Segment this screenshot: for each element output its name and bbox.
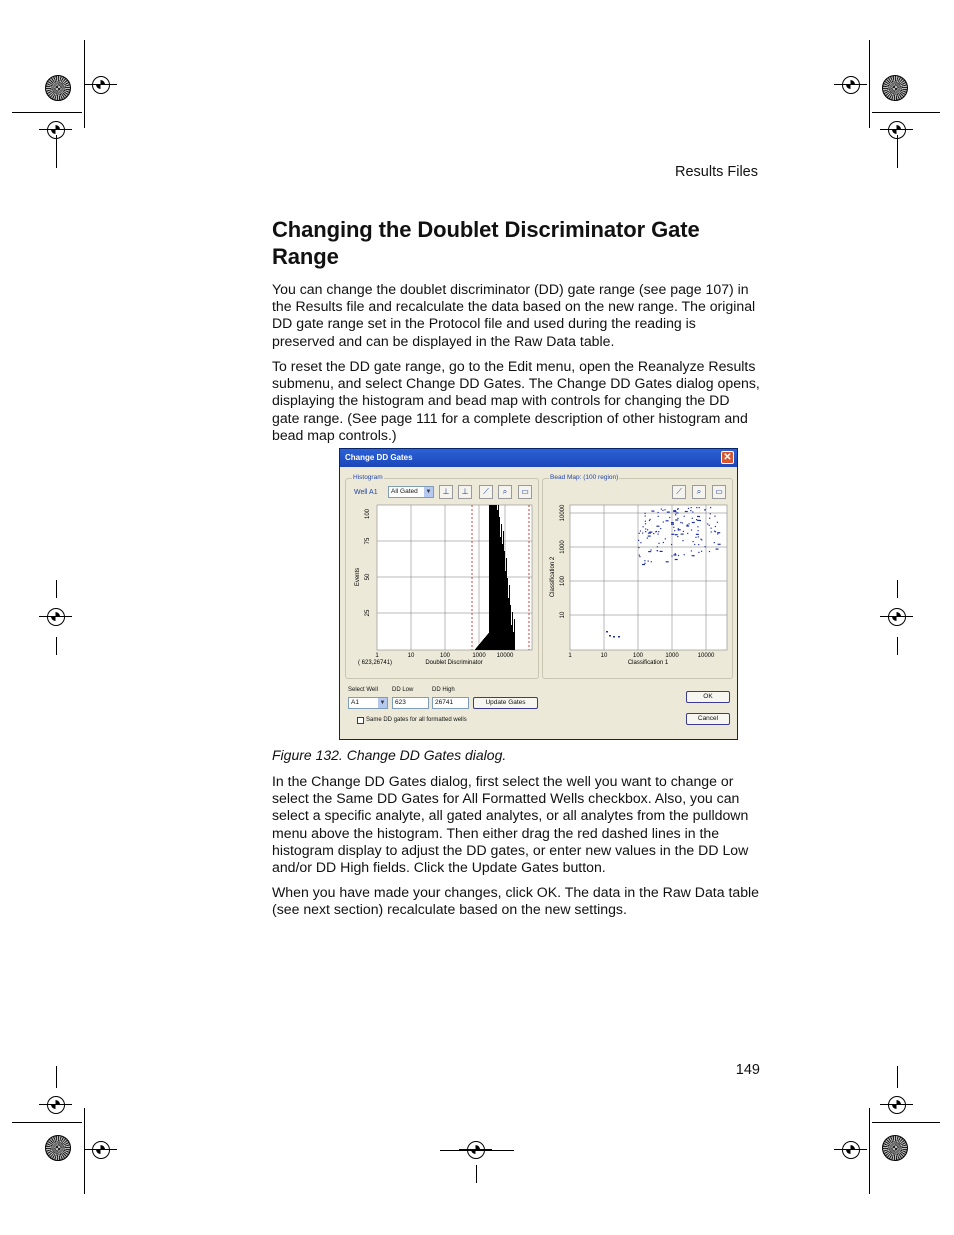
bead-point (671, 524, 674, 525)
bead-point (710, 513, 711, 514)
bead-point (677, 509, 678, 510)
bead-point (645, 531, 646, 532)
bead-point (643, 526, 644, 527)
bead-point (651, 511, 654, 512)
bead-point (675, 534, 678, 535)
bead-point (716, 549, 719, 550)
bead-point (639, 555, 640, 556)
histogram-bar (507, 578, 508, 650)
histogram-bar (494, 505, 495, 650)
bead-point (678, 529, 679, 530)
body-paragraph: You can change the doublet discriminator (DD) gate range (see page 107) in the Results file and recalculate the data based on the new range. The original DD gate range set in the Protocol file and used during the reading is preserved and can be displayed in the Raw Data table. (272, 281, 756, 349)
bead-point (709, 518, 710, 519)
select-well-label: Select Well (348, 687, 378, 693)
bead-point (692, 522, 695, 523)
bead-point (618, 636, 620, 638)
dd-low-label: DD Low (392, 687, 414, 693)
bead-point (704, 510, 705, 511)
histogram-bar (501, 524, 502, 650)
bead-point (680, 522, 681, 523)
chevron-down-icon: ▼ (425, 489, 432, 495)
registration-dial-icon (882, 75, 908, 101)
bead-point (640, 542, 641, 543)
bead-point (714, 531, 715, 532)
y-tick-label: 25 (365, 609, 371, 617)
bead-point (675, 559, 678, 560)
bead-point (698, 544, 699, 545)
y-tick-label: 75 (365, 537, 371, 545)
registration-mark-icon (842, 1141, 860, 1159)
scale-axis-icon[interactable]: ⊥ (458, 485, 472, 499)
x-tick-label: 10000 (697, 653, 715, 659)
bead-point (673, 527, 674, 528)
y-tick-label: 10 (560, 611, 566, 619)
histogram-group-label: Histogram (353, 474, 383, 481)
bead-point (717, 532, 720, 533)
y-tick-label: 100 (365, 509, 371, 520)
histogram-group (345, 474, 539, 679)
histogram-bar (479, 644, 480, 650)
dd-high-label: DD High (432, 687, 455, 693)
close-icon[interactable]: ✕ (721, 451, 734, 464)
y-axis-label: Events (355, 567, 361, 587)
bead-point (642, 564, 645, 565)
bead-point (675, 519, 678, 520)
running-header: Results Files (675, 164, 758, 180)
bead-point (663, 542, 664, 543)
bead-point (693, 541, 694, 542)
bead-point (687, 533, 688, 534)
histogram-bar (478, 645, 479, 650)
bead-point (671, 544, 672, 545)
bead-point (717, 533, 718, 534)
bead-point (648, 561, 649, 562)
bead-point (638, 547, 639, 548)
bead-point (613, 636, 615, 638)
analyte-select-value: All Gated (391, 488, 418, 495)
x-axis-label: Doublet Discriminator (425, 660, 483, 666)
histogram-bar (486, 636, 487, 650)
histogram-bar (481, 642, 482, 650)
histogram-bar (500, 537, 501, 650)
bead-map-group-label: Bead Map: (100 region) (550, 474, 619, 481)
update-gates-button[interactable]: Update Gates (473, 697, 538, 709)
dialog-title: Change DD Gates (345, 453, 413, 462)
dd-low-field[interactable]: 623 (392, 697, 429, 709)
zoom-icon[interactable]: ⌕ (692, 485, 706, 499)
bead-point (696, 534, 699, 535)
select-well-dropdown[interactable] (348, 697, 388, 709)
histogram-bar (499, 517, 500, 650)
bead-point (707, 523, 708, 524)
bead-point (647, 529, 648, 530)
body-paragraph: In the Change DD Gates dialog, first select the well you want to change or select the Same DD Gates for All Formatted Wells checkbox. Also, you can select a specific analyte, all gated analytes, or all analytes from the pulldown menu above the histogram. Then either drag the red dashed lines in the histogram display to adjust the DD gates, or enter new values in the DD Low and/or DD High fields. Click the Update Gates button. (272, 773, 749, 876)
bead-point (645, 521, 646, 522)
bead-point (694, 544, 695, 545)
bead-point (638, 540, 639, 541)
histogram-bar (488, 633, 489, 650)
bead-point (681, 534, 684, 535)
histogram-bar (480, 643, 481, 650)
bead-point (664, 509, 665, 510)
bead-point (656, 531, 657, 532)
bead-point (640, 530, 641, 531)
bead-point (675, 514, 676, 515)
figure-caption: Figure 132. Change DD Gates dialog. (272, 747, 507, 763)
same-gates-checkbox-label: Same DD gates for all formatted wells (366, 717, 467, 723)
bead-point (714, 516, 715, 517)
histogram-bar (506, 558, 507, 650)
bead-point (697, 520, 700, 521)
bead-point (669, 517, 670, 518)
x-tick-label: 1000 (472, 653, 486, 659)
registration-mark-icon (888, 608, 906, 626)
bead-point (682, 522, 683, 523)
registration-mark-icon (92, 1141, 110, 1159)
bead-point (698, 552, 699, 553)
well-label: Well A1 (354, 489, 378, 496)
bead-point (715, 526, 716, 527)
histogram-bar (483, 639, 484, 650)
bead-point (678, 528, 679, 529)
x-axis-label: Classification 1 (627, 660, 669, 666)
bead-point (644, 563, 645, 564)
histogram-bar (475, 649, 476, 650)
bead-point (642, 533, 643, 534)
registration-dial-icon (45, 1135, 71, 1161)
bead-point (710, 507, 711, 508)
registration-dial-icon (882, 1135, 908, 1161)
bead-point (667, 512, 670, 513)
histogram-bar (508, 598, 509, 650)
bead-point (650, 549, 651, 550)
histogram-plot[interactable] (346, 501, 538, 677)
bead-point (663, 521, 664, 522)
bead-point (718, 544, 721, 545)
change-dd-gates-dialog (339, 448, 738, 740)
bead-map-group (542, 474, 733, 679)
bead-point (606, 631, 608, 633)
bead-point (705, 546, 706, 547)
bead-point (714, 542, 715, 543)
bead-point (645, 513, 646, 514)
bead-point (697, 516, 700, 517)
bead-point (648, 536, 651, 537)
bead-point (709, 525, 710, 526)
y-axis-label: Classification 2 (550, 556, 556, 598)
x-tick-label: 1 (568, 653, 572, 659)
registration-mark-icon (842, 76, 860, 94)
histogram-bar (492, 505, 493, 650)
bead-point (677, 518, 678, 519)
y-tick-label: 50 (365, 573, 371, 581)
bead-point (692, 511, 693, 512)
gate-readout: ( 623,26741) (358, 660, 393, 666)
bead-point (692, 555, 695, 556)
bead-point (700, 539, 701, 540)
bead-point (639, 533, 640, 534)
bead-point (691, 550, 692, 551)
dd-high-field[interactable]: 26741 (432, 697, 469, 709)
bead-point (671, 534, 674, 535)
histogram-bar (505, 571, 506, 650)
bead-point (677, 536, 678, 537)
histogram-bar (487, 634, 488, 650)
bead-point (671, 556, 672, 557)
ok-button[interactable]: OK (686, 691, 730, 703)
chevron-down-icon: ▼ (379, 700, 386, 706)
bead-point (711, 531, 712, 532)
bead-point (658, 531, 659, 532)
body-paragraph: To reset the DD gate range, go to the Edit menu, open the Reanalyze Results submenu, and select Change DD Gates. The Change DD Gates dialog opens, displaying the histogram and bead map with controls for changing the DD gate range. (See page 111 for a complete description of other histogram and bead map controls.) (272, 358, 760, 443)
bead-point (649, 520, 650, 521)
bead-point (662, 510, 663, 511)
bead-point (647, 538, 648, 539)
histogram-bar (502, 544, 503, 650)
bead-point (673, 510, 676, 511)
histogram-bar (489, 505, 490, 650)
bead-point (699, 507, 700, 508)
bead-point (692, 518, 693, 519)
bead-point (666, 561, 669, 562)
bead-point (696, 519, 697, 520)
bead-point (684, 554, 685, 555)
bead-point (648, 551, 651, 552)
bead-point (609, 635, 611, 637)
bead-point (684, 516, 685, 517)
bead-point (701, 551, 702, 552)
dialog-title-bar (340, 449, 737, 467)
bead-point (674, 554, 677, 555)
x-tick-label: 1 (375, 653, 379, 659)
bead-point (690, 510, 691, 511)
bead-point (657, 550, 658, 551)
bead-point (696, 507, 697, 508)
histogram-bar (484, 638, 485, 650)
section-title: Changing the Doublet Discriminator Gate Range (272, 217, 700, 269)
histogram-bar (498, 505, 499, 650)
analyte-select[interactable] (388, 486, 434, 498)
draw-region-icon[interactable]: ⟋ (672, 485, 686, 499)
bead-point (660, 528, 661, 529)
x-tick-label: 1000 (665, 653, 679, 659)
bead-point (683, 531, 684, 532)
zoom-icon[interactable]: ⌕ (498, 485, 512, 499)
draw-region-icon[interactable]: ⟋ (479, 485, 493, 499)
bead-point (658, 543, 659, 544)
y-tick-label: 10000 (560, 504, 566, 522)
histogram-bar (514, 619, 515, 650)
bead-point (717, 522, 718, 523)
histogram-bar (482, 640, 483, 650)
bead-point (650, 519, 651, 520)
bead-point (656, 526, 659, 527)
bead-point (687, 524, 688, 525)
bead-point (665, 538, 666, 539)
registration-mark-icon (92, 76, 110, 94)
bead-point (671, 522, 674, 523)
bead-point (709, 551, 710, 552)
same-gates-checkbox[interactable] (357, 717, 364, 724)
bead-point (676, 512, 679, 513)
histogram-bar (477, 646, 478, 650)
page-number: 149 (735, 1062, 760, 1078)
bead-point (658, 534, 659, 535)
bead-map-plot[interactable] (543, 501, 732, 677)
bead-point (688, 508, 689, 509)
bead-point (678, 555, 679, 556)
bead-point (688, 523, 689, 524)
bead-point (711, 528, 712, 529)
bead-point (660, 551, 663, 552)
histogram-bar (485, 637, 486, 650)
registration-dial-icon (45, 75, 71, 101)
x-tick-label: 10 (600, 653, 608, 659)
bead-point (658, 512, 659, 513)
bead-point (639, 556, 640, 557)
bead-point (651, 561, 652, 562)
bead-point (695, 537, 696, 538)
histogram-bar (495, 505, 496, 650)
histogram-bar (510, 605, 511, 650)
x-tick-label: 10000 (496, 653, 514, 659)
bead-point (657, 546, 658, 547)
histogram-bar (512, 612, 513, 650)
bead-point (644, 560, 645, 561)
bead-point (675, 553, 676, 554)
bead-point (691, 507, 692, 508)
histogram-bar (511, 625, 512, 650)
log-axis-icon[interactable]: ⊥ (439, 485, 453, 499)
bead-point (645, 528, 646, 529)
x-tick-label: 100 (632, 653, 644, 659)
histogram-bar (504, 551, 505, 650)
histogram-bar (497, 510, 498, 650)
bead-point (698, 536, 699, 537)
bead-point (653, 533, 654, 534)
y-tick-label: 100 (560, 575, 566, 587)
bead-point (674, 530, 675, 531)
window-icon[interactable]: ▭ (712, 485, 726, 499)
histogram-bar (513, 632, 514, 650)
bead-point (649, 532, 652, 533)
y-tick-label: 1000 (560, 540, 566, 554)
bead-point (666, 520, 669, 521)
bead-point (697, 526, 698, 527)
x-tick-label: 10 (407, 653, 415, 659)
registration-mark-icon (888, 1096, 906, 1114)
bead-point (645, 523, 646, 524)
histogram-bar (503, 531, 504, 650)
bead-point (691, 529, 692, 530)
histogram-bar (493, 505, 494, 650)
histogram-bar (476, 648, 477, 650)
histogram-bar (491, 505, 492, 650)
histogram-bar (509, 585, 510, 650)
histogram-bar (490, 505, 491, 650)
select-well-value: A1 (351, 699, 359, 706)
body-paragraph: When you have made your changes, click OK. The data in the Raw Data table (see next section) recalculate based on the new settings. (272, 884, 760, 918)
registration-mark-icon (47, 1096, 65, 1114)
histogram-bar (496, 505, 497, 650)
bead-point (698, 530, 699, 531)
bead-point (658, 516, 659, 517)
x-tick-label: 100 (439, 653, 451, 659)
bead-point (682, 540, 683, 541)
bead-point (661, 509, 662, 510)
window-icon[interactable]: ▭ (518, 485, 532, 499)
bead-point (685, 511, 688, 512)
bead-point (645, 515, 646, 516)
cancel-button[interactable]: Cancel (686, 713, 730, 725)
registration-mark-icon (47, 608, 65, 626)
